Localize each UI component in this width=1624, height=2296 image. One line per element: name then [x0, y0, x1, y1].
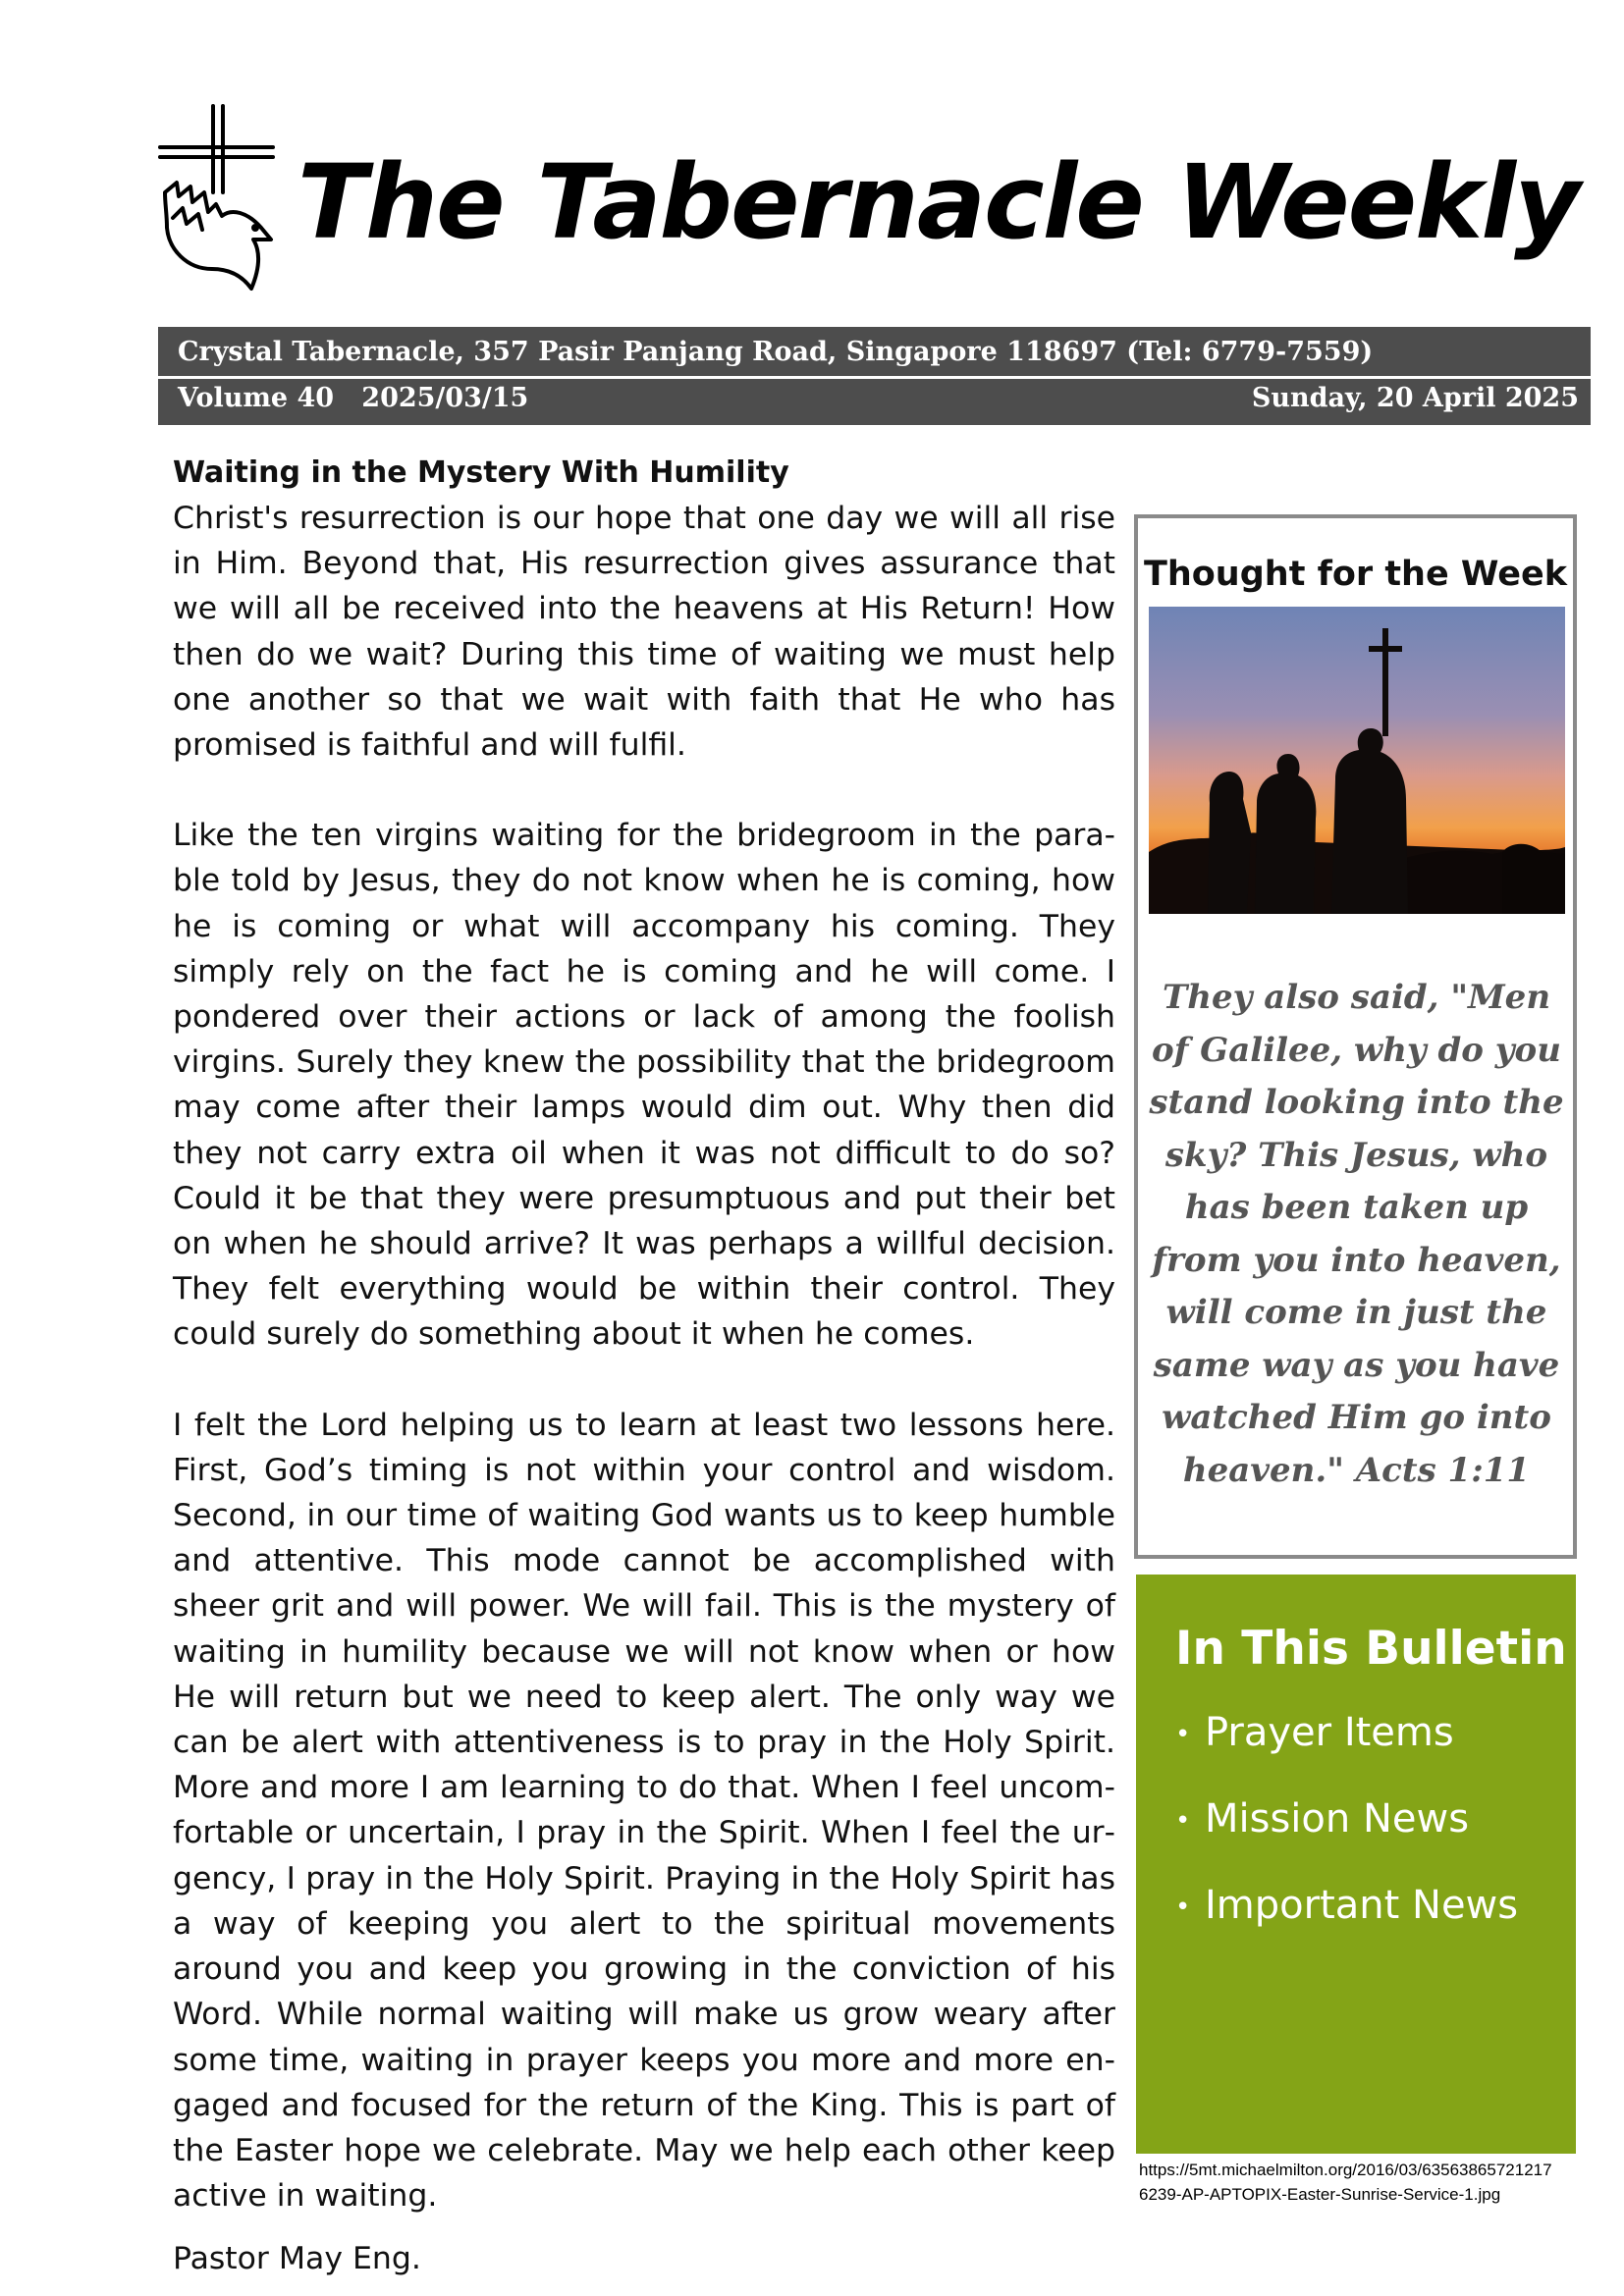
volume-label: Volume 40 2025/03/15	[178, 383, 529, 413]
info-bar-divider	[158, 376, 1591, 379]
bullet-icon: •	[1175, 1720, 1191, 1749]
article-heading: Waiting in the Mystery With Humility	[173, 455, 789, 490]
bulletin-item-prayer-items	[1175, 1710, 1454, 1755]
image-source-url: https://5mt.michaelmilton.org/2016/03/635638657212176239-AP-APTOPIX-Easter-Sunrise-Service-1.jpg	[1139, 2161, 1552, 2204]
article-paragraph: Like the ten virgins waiting for the bridegroom in the parable told by Jesus, they do not know when he is coming, how he is coming or what will accompany his coming. They simply rely on the fact he is coming and he will come. I pondered over their actions or lack of among the foolish virgins. Surely they knew the possibility that the bridegroom may come after their lamps would dim out. Why then did they not carry extra oil when it was not difficult to do so? Could it be that they were presumptuous and put their bet on when he should arrive? It was perhaps a willful decision. They felt everything would be within their control. They could surely do something about it when he comes.	[173, 818, 1115, 1353]
bulletin-title: In This Bulletin	[1175, 1622, 1567, 1676]
info-bar	[158, 327, 1591, 425]
thought-title: Thought for the Week	[1143, 555, 1568, 594]
cross-and-dove-icon	[157, 102, 280, 298]
masthead	[157, 102, 1591, 318]
scripture-verse: They also said, "Men of Galilee, why do you stand looking into the sky? This Jesus, who has been taken up from you into heaven, will come in just the same way as you have watched Him go into heaven." Acts 1:11	[1149, 978, 1564, 1490]
article-signature: Pastor May Eng.	[173, 2241, 421, 2277]
in-this-bulletin-box	[1136, 1575, 1576, 2154]
issue-date: Sunday, 20 April 2025	[1251, 383, 1579, 413]
bulletin-item-label: Prayer Items	[1205, 1710, 1454, 1755]
pastoral-article	[173, 451, 1115, 2281]
bulletin-item-label: Important News	[1205, 1883, 1519, 1928]
bulletin-item-label: Mission News	[1205, 1796, 1470, 1842]
bullet-icon: •	[1175, 1806, 1191, 1836]
thought-for-the-week-box	[1134, 514, 1577, 1559]
article-paragraph: Christ's resurrection is our hope that one day we will all rise in Him. Beyond that, His resurrection gives assurance that we will all be received into the heavens at His Return! How then do we wait? During this time of waiting we must help one another so that we wait with faith that He who has promised is faithful and will fulfil.	[173, 501, 1115, 764]
article-paragraph: I felt the Lord helping us to learn at least two lessons here. First, God’s timing is not within your control and wisdom. Second, in our time of waiting God wants us to keep humble and attentive. This mode cannot be accomplished with sheer grit and will power. We will fail. This is the mystery of waiting in humility because we will not know when or how He will return but we need to keep alert. The only way we can be alert with attentiveness is to pray in the Holy Spirit. More and more I am learning to do that. When I feel uncomfortable or uncertain, I pray in the Spirit. When I feel the urgency, I pray in the Holy Spirit. Praying in the Holy Spirit has a way of keeping you alert to the spiritual movements around you and keep you growing in the conviction of his Word. While normal waiting will make us grow weary after some time, waiting in prayer keeps you more and more engaged and focused for the return of the King. This is part of the Easter hope we celebrate. May we help each other keep active in waiting.	[173, 1407, 1115, 2215]
bulletin-item-mission-news	[1175, 1796, 1469, 1842]
newsletter-title: The Tabernacle Weekly	[298, 142, 1579, 262]
bulletin-item-important-news	[1175, 1883, 1518, 1928]
easter-sunrise-photo	[1149, 607, 1565, 914]
church-address: Crystal Tabernacle, 357 Pasir Panjang Road, Singapore 118697 (Tel: 6779-7559)	[178, 337, 1374, 367]
bullet-icon: •	[1175, 1893, 1191, 1922]
